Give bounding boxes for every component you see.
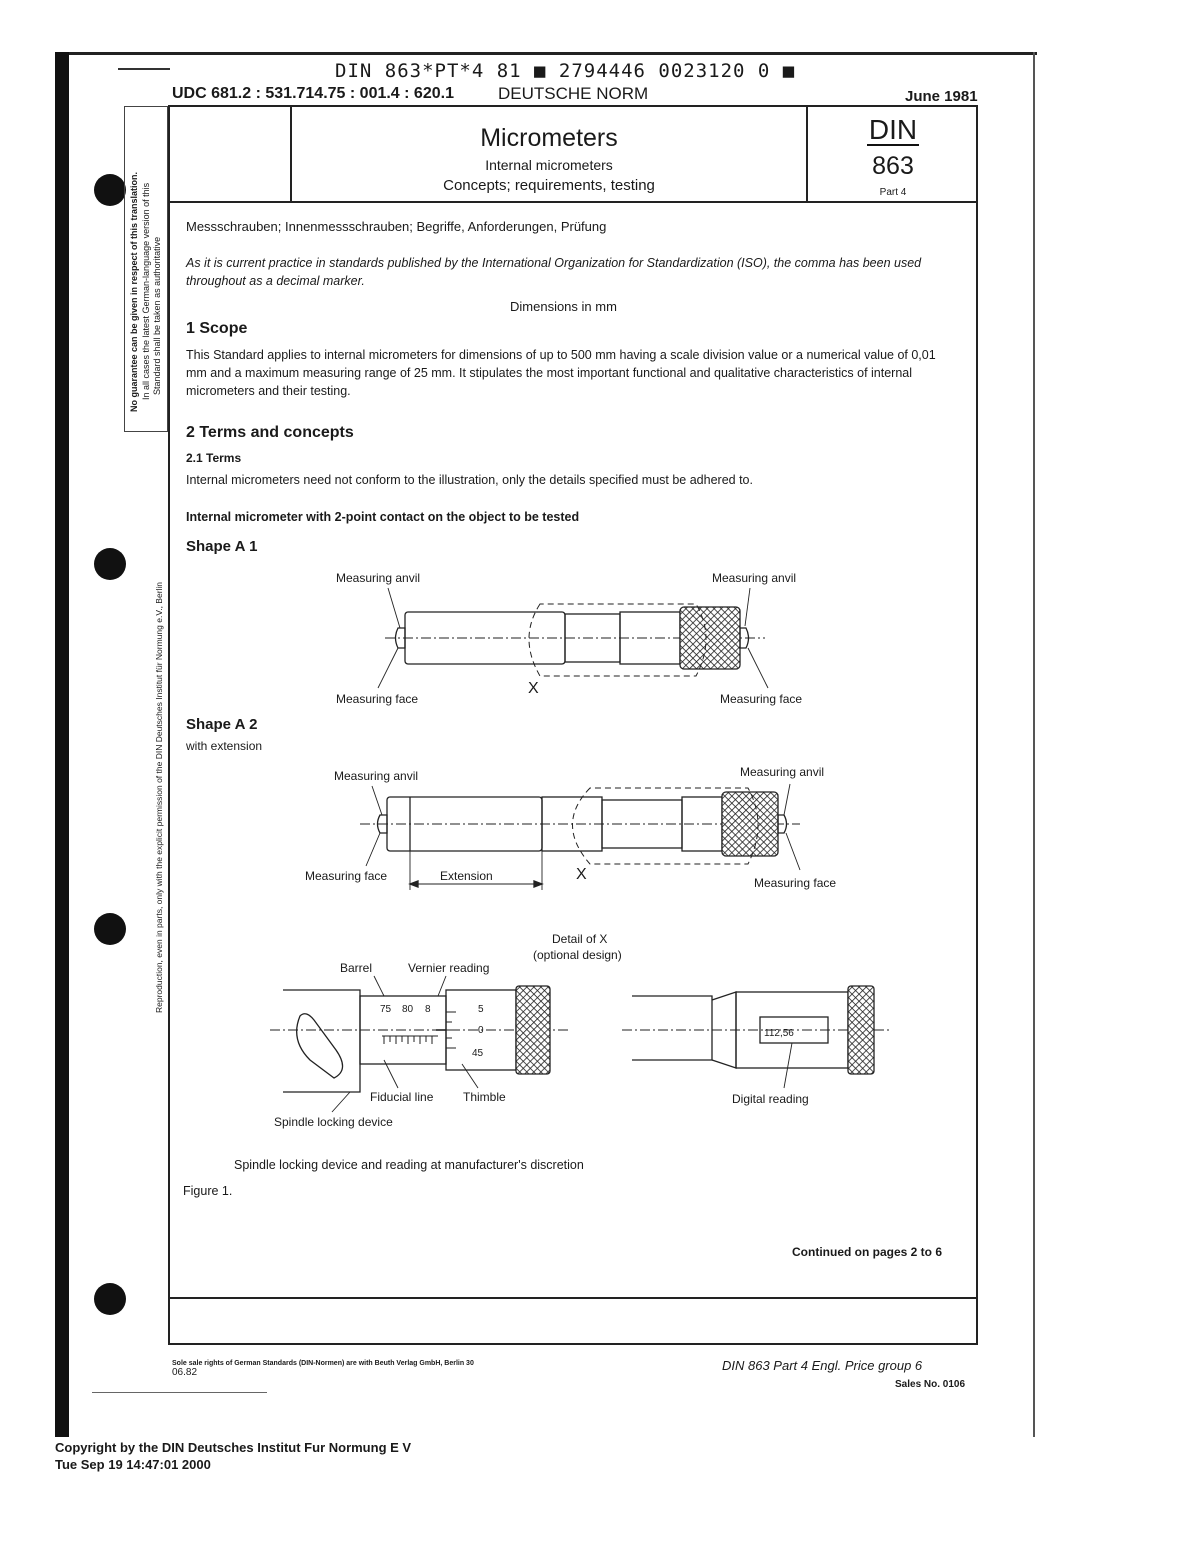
figure-1-drawings (168, 560, 978, 1180)
label-barrel: Barrel (340, 961, 373, 975)
label-spindle-locking-device: Spindle locking device (274, 1115, 393, 1129)
label-measuring-anvil-a2-left: Measuring anvil (334, 769, 419, 783)
detail-digital-drawing (622, 986, 890, 1088)
x-mark-a1: X (528, 680, 539, 697)
sheet-top-edge (69, 52, 1037, 55)
punch-hole (94, 548, 126, 580)
document-title: Micrometers (480, 124, 618, 152)
copyright-line: Copyright by the DIN Deutsches Institut Fur Normung E V (55, 1440, 412, 1455)
sales-number: Sales No. 0106 (895, 1379, 966, 1390)
label-thimble: Thimble (463, 1090, 506, 1104)
din-part-number: Part 4 (879, 187, 907, 198)
label-measuring-face-a1-right: Measuring face (720, 692, 803, 706)
shape-a2-subtitle: with extension (186, 739, 263, 753)
sheet-right-edge (1033, 52, 1035, 1437)
label-vernier-reading: Vernier reading (408, 961, 490, 975)
section-heading-terms: 2 Terms and concepts (186, 424, 354, 441)
reproduction-notice: Reproduction, even in parts, only with the explicit permission of the DIN Deutsches Institut für Normung e.V., Berlin (154, 581, 164, 1013)
figure-caption-note: Spindle locking device and reading at manufacturer's discretion (234, 1158, 584, 1172)
label-measuring-anvil-a1-left: Measuring anvil (336, 571, 421, 585)
punch-hole (94, 1283, 126, 1315)
shape-a2-title: Shape A 2 (186, 716, 258, 733)
punch-hole (94, 174, 126, 206)
udc-classification: UDC 681.2 : 531.714.75 : 001.4 : 620.1 (172, 85, 454, 102)
label-digital-reading: Digital reading (732, 1092, 809, 1106)
x-mark-a2: X (576, 866, 587, 883)
corner-mark (118, 68, 170, 70)
din-standard-number: 863 (872, 152, 914, 180)
footer-rule (168, 1297, 978, 1299)
label-measuring-face-a1-left: Measuring face (336, 692, 419, 706)
contact-description: Internal micrometer with 2-point contact on the object to be tested (186, 510, 580, 524)
label-measuring-face-a2-right: Measuring face (754, 876, 837, 890)
sales-rights-text: Sole sale rights of German Standards (DIN-Normen) are with Beuth Verlag GmbH, Berlin 30 (172, 1360, 474, 1367)
thimble-mark-0: 0 (478, 1025, 484, 1036)
deutsche-norm-label: DEUTSCHE NORM (498, 84, 649, 103)
terms-paragraph: Internal micrometers need not conform to the illustration, only the details specified must be adhered to. (186, 473, 753, 487)
detail-subtitle: (optional design) (533, 948, 622, 962)
scan-artifact-line (92, 1392, 267, 1393)
scale-mark-80: 80 (402, 1004, 414, 1015)
binding-edge (55, 52, 69, 1437)
label-measuring-face-a2-left: Measuring face (305, 869, 388, 883)
document-subtitle-2: Concepts; requirements, testing (443, 177, 655, 194)
disclaimer-line-1: No guarantee can be given in respect of this translation. (129, 171, 139, 412)
thimble-mark-45: 45 (472, 1048, 484, 1059)
continued-note: Continued on pages 2 to 6 (792, 1245, 943, 1259)
document-date-code: 06.82 (172, 1367, 198, 1378)
subsection-heading-terms: 2.1 Terms (186, 451, 242, 465)
label-measuring-anvil-a1-right: Measuring anvil (712, 571, 797, 585)
din-logo-text: DIN (868, 114, 918, 145)
iso-decimal-note: As it is current practice in standards published by the International Organization for Standardization (ISO), the comma has been used throughout as a decimal marker. (186, 256, 922, 288)
scale-mark-75: 75 (380, 1004, 392, 1015)
shape-a1-drawing (378, 588, 768, 688)
scope-paragraph: This Standard applies to internal micrometers for dimensions of up to 500 mm having a scale division value or a numerical value of 0,01 mm and a maximum measuring range of 25 mm. It stipulates the most important functional and qualitative characteristics of internal micrometers and their testing. (186, 348, 936, 398)
dimensions-note: Dimensions in mm (510, 299, 617, 314)
german-title: Messschrauben; Innenmessschrauben; Begriffe, Anforderungen, Prüfung (186, 219, 607, 234)
label-fiducial-line: Fiducial line (370, 1090, 434, 1104)
document-subtitle: Internal micrometers (485, 157, 613, 173)
publication-date: June 1981 (905, 88, 978, 105)
copyright-timestamp: Tue Sep 19 14:47:01 2000 (55, 1457, 211, 1472)
label-extension: Extension (440, 869, 493, 883)
punch-hole (94, 913, 126, 945)
din-logo (808, 116, 978, 146)
shape-a1-title: Shape A 1 (186, 538, 258, 555)
thimble-mark-5: 5 (478, 1004, 484, 1015)
section-heading-scope: 1 Scope (186, 320, 248, 337)
digital-display-value: 112,56 (764, 1028, 794, 1039)
disclaimer-line-2: In all cases the latest German-language version of this (141, 182, 151, 400)
label-measuring-anvil-a2-right: Measuring anvil (740, 765, 825, 779)
document-code-line: DIN 863*PT*4 81 ■ 2794446 0023120 0 ■ (335, 60, 796, 82)
document-reference: DIN 863 Part 4 Engl. Price group 6 (722, 1358, 923, 1373)
disclaimer-line-3: Standard shall be taken as authoritative (152, 236, 162, 395)
figure-label: Figure 1. (183, 1184, 233, 1198)
detail-title: Detail of X (552, 932, 608, 946)
sales-rights-note (172, 1360, 642, 1378)
copyright-notice (55, 1439, 411, 1473)
scale-mark-8: 8 (425, 1004, 431, 1015)
